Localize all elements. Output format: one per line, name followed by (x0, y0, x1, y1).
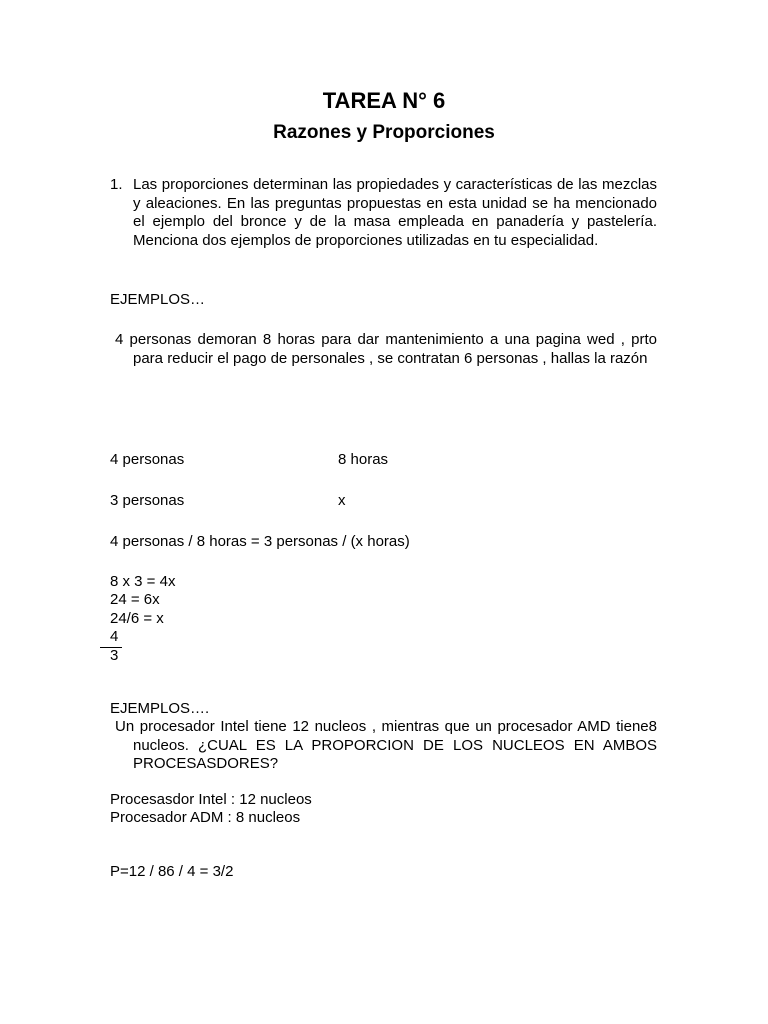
proportion-row1-left: 4 personas (110, 451, 185, 468)
example1-statement: 4 personas demoran 8 horas para dar mantenimiento a una pagina wed , prto para reducir el pago de personales , se contratan 6 personas , hallas la razón (115, 331, 657, 367)
question-number: 1. (110, 176, 123, 193)
proportion-equation: 4 personas / 8 horas = 3 personas / (x horas) (110, 533, 410, 550)
example2-statement: Un procesador Intel tiene 12 nucleos , mientras que un procesador AMD tiene8 nucleos. ¿CUAL ES LA PROPORCION DE LOS NUCLEOS EN AMBOS PROCESASDORES? (115, 718, 657, 772)
example2-heading: EJEMPLOS…. (110, 700, 210, 717)
fraction-numerator: 4 (110, 628, 119, 645)
solution-step-2: 24 = 6x (110, 591, 160, 608)
example1-heading: EJEMPLOS… (110, 291, 206, 308)
page-title: TAREA N° 6 (322, 88, 446, 113)
solution-step-1: 8 x 3 = 4x (110, 573, 176, 590)
solution-step-3: 24/6 = x (110, 610, 164, 627)
page-subtitle: Razones y Proporciones (273, 122, 495, 143)
proportion-row1-right: 8 horas (338, 451, 389, 468)
proportion-result: P=12 / 86 / 4 = 3/2 (110, 863, 234, 880)
question-text: Las proporciones determinan las propiedades y características de las mezclas y aleaciones. En las preguntas propuestas en esta unidad se ha mencionado el ejemplo del bronce y de la masa empleada en panadería y pastelería. Menciona dos ejemplos de proporciones utilizadas en tu especialidad. (133, 176, 657, 249)
proportion-row2-right: x (338, 492, 346, 509)
processor-line-1: Procesasdor Intel : 12 nucleos (110, 791, 312, 808)
proportion-row2-left: 3 personas (110, 492, 185, 509)
fraction-denominator: 3 (110, 647, 119, 664)
processor-line-2: Procesador ADM : 8 nucleos (110, 809, 301, 826)
